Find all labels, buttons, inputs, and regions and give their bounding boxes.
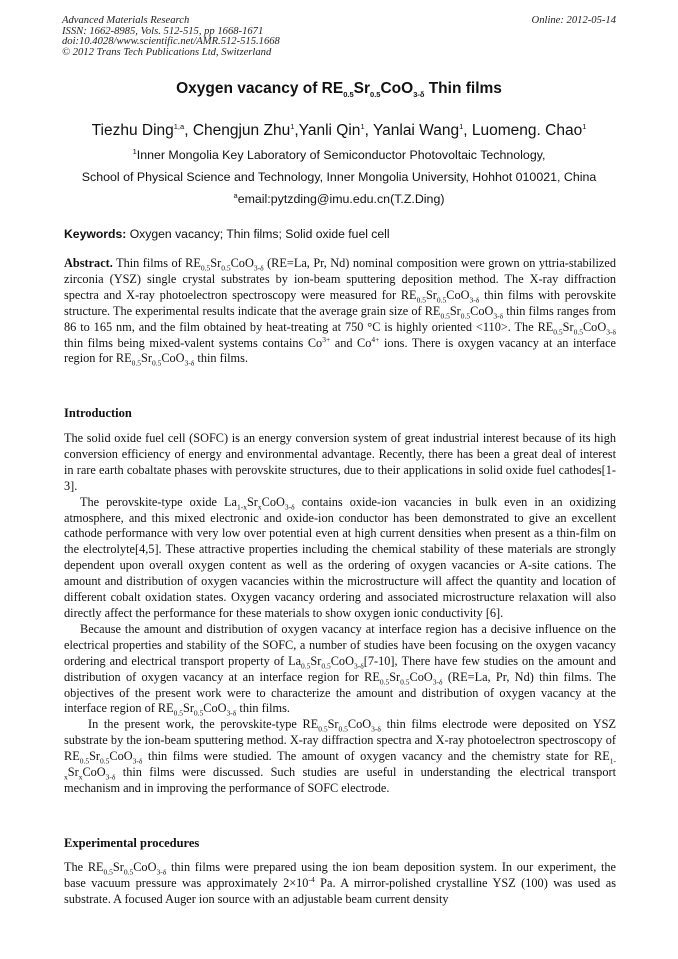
keywords [64,227,616,241]
running-header-left [62,16,280,58]
experimental-body [64,860,616,908]
introduction-body [64,431,616,797]
paper-title: Oxygen vacancy of $RE_{0.5}Sr_{0.5}CoO_{3-\delta}$ Thin films [176,80,502,100]
experimental-heading: Experimental procedures [64,836,200,850]
abstract-label: Abstract. [64,256,113,270]
issn-line: ISSN: 1662-8985, Vols. 512-515, pp 1668-1671 [62,25,264,37]
intro-paragraph-1: The solid oxide fuel cell (SOFC) is an energy conversion system of great industrial interest because of its high conversion efficiency of energy and environmental advantage. Recently, there has been a great deal of interest in rare earth cobaltate phases with perovskite structures, due to their applications in solid oxide fuel cathodes[1-3]. [64,431,616,493]
intro-paragraph-2: The perovskite-type oxide $La_{1-x}Sr_xCoO_{3-\delta}$ contains oxide-ion vacancies in bulk even in an oxidizing atmosphere, and this mixed electronic and oxide-ion conductor has been demonstrated to give an excellent cathode performance with very low over potential even at high current densities when present as a thin-film on the electrolyte[4,5]. These attractive properties including the chemical stability of these materials are strongly dependent upon overall oxygen content as well as the ordering of oxygen vacancies or A-site cations. The amount and distribution of oxygen vacancies within the microstructure will affect the quantity and location of different cobalt oxidation states. Oxygen vacancy ordering and associated microstructure relaxation will also directly affect the performance for these materials to show oxygen ionic conductivity [6]. [64,494,616,620]
keywords-text: Oxygen vacancy; Thin films; Solid oxide fuel cell [129,227,390,241]
affiliation-email: $^a$email:pytzding@imu.edu.cn(T.Z.Ding) [233,190,445,206]
intro-paragraph-4: In the present work, the perovskite-type $RE_{0.5}Sr_{0.5}CoO_{3-\delta}$ thin films electrode were deposited on YSZ substrate by the ion-beam sputtering method. X-ray diffraction spectra and X-ray photoelectron spectroscopy of $RE_{0.5}Sr_{0.5}CoO_{3-\delta}$ thin films were studied. The amount of oxygen vacancy and the chemistry state for $RE_{1-x}Sr_xCoO_{3-\delta}$ thin films were discussed. Such studies are useful in understanding the electrical transport mechanism and in improving the performance of SOFC electrode. [64,717,617,795]
abstract-text: Thin films of $RE_{0.5}Sr_{0.5}CoO_{3-\delta}$ (RE=La, Pr, Nd) nominal composition were grown on yttria-stabilized zirconia (YSZ) single crystal substrates by ion-beam sputtering deposition method. The X-ray diffraction spectra and X-ray photoelectron spectroscopy were measured for $RE_{0.5}Sr_{0.5}CoO_{3-\delta}$ thin films with perovskite structure. The experimental results indicate that the average grain size of $RE_{0.5}Sr_{0.5}CoO_{3-\delta}$ thin films ranges from 86 to 165 nm, and the film obtained by heat-treating at 750 °C is highly oriented <110>. The $RE_{0.5}Sr_{0.5}CoO_{3-\delta}$ thin films being mixed-valent systems contains $Co^{3+}$ and $Co^{4+}$ ions. There is oxygen vacancy at an interface region for $RE_{0.5}Sr_{0.5}CoO_{3-\delta}$ thin films. [64,256,616,368]
copyright-line: © 2012 Trans Tech Publications Ltd, Switzerland [62,46,272,58]
experimental-paragraph: The $RE_{0.5}Sr_{0.5}CoO_{3-\delta}$ thin films were prepared using the ion beam deposition system. In our experiment, the base vacuum pressure was approximately $2\times 10^{-4}$ Pa. A mirror-polished crystalline YSZ (100) was used as substrate. A focused Auger ion source with an adjustable beam current density [64,860,617,906]
introduction-heading: Introduction [64,406,132,420]
abstract [64,256,616,367]
keywords-label: Keywords: [64,227,127,241]
affiliation-1: $^1$Inner Mongolia Key Laboratory of Semiconductor Photovoltaic Technology, [132,146,546,162]
journal-name: Advanced Materials Research [62,15,190,26]
author-list: Tiezhu Ding$^{1,a}$, Chengjun Zhu$^1$,Yanli Qin$^1$, Yanlai Wang$^1$, Luomeng. Chao$^1$ [91,121,587,139]
online-date: Online: 2012-05-14 [531,15,616,26]
affiliation-2: School of Physical Science and Technology, Inner Mongolia University, Hohhot 010021, China [81,170,597,184]
intro-paragraph-3: Because the amount and distribution of oxygen vacancy at interface region has a decisive influence on the electrical properties and stability of the SOFC, a number of studies have been focusing on the oxygen vacancy ordering and electrical transport property of $La_{0.5}Sr_{0.5}CoO_{3-\delta}[7-10]$, There have few studies on the amount and distribution of oxygen vacancy at an interface region for $RE_{0.5}Sr_{0.5}CoO_{3-\delta}$ (RE=La, Pr, Nd) thin films. The objectives of the present work were to characterize the amount and distribution of oxygen vacancy at the interface region of $RE_{0.5}Sr_{0.5}CoO_{3-\delta}$ thin films. [64,621,617,718]
doi-line: doi:10.4028/www.scientific.net/AMR.512-515.1668 [62,36,280,48]
